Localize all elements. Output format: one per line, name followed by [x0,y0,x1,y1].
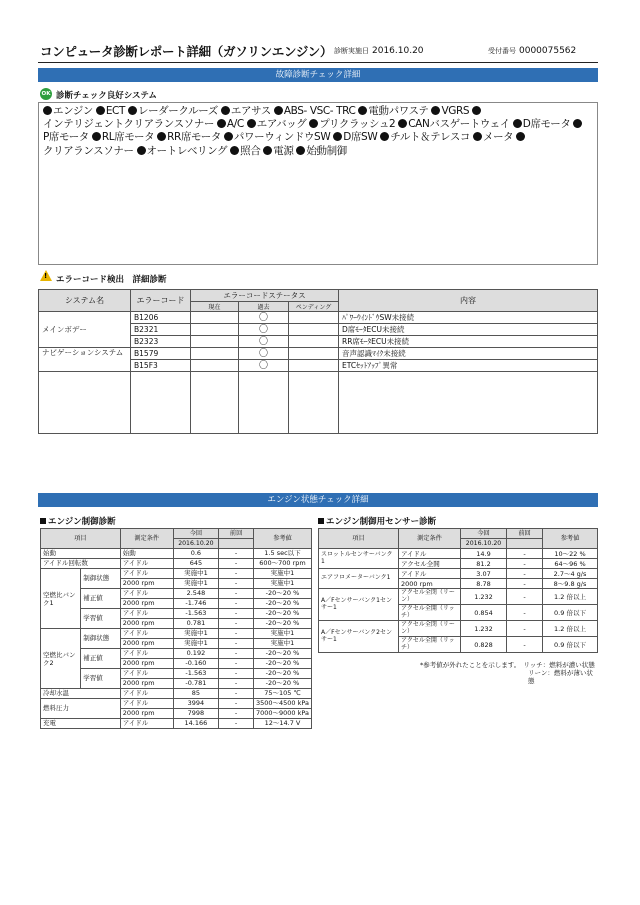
row-value: 実施中1 [173,579,219,589]
row-condition: アクセル全閉（リーン） [399,621,461,637]
ok-system-item [513,118,571,130]
col-date: 2016.10.20 [173,539,219,549]
row-prev: - [219,699,254,709]
status-past-mark: 〇 [239,348,289,360]
row-ref: -20〜20 % [253,649,311,659]
status-current [191,312,239,324]
bullet-dot-icon [137,146,146,155]
row-prev: - [219,619,254,629]
page-title: コンピュータ診断レポート詳細（ガソリンエンジン） [40,44,333,59]
bullet-dot-icon [358,106,367,115]
bullet-dot-icon [573,119,582,128]
ctrl-state-label: 制御状態 [81,629,121,649]
row-value: 85 [173,689,219,699]
fault-section-banner: 故障診断チェック詳細 [38,68,598,82]
status-current [191,336,239,348]
row-label: 始動 [41,549,121,559]
note-line-1: *参考値が外れたことを示します。 リッチ：燃料が濃い状態 [420,661,595,669]
row-ref: 64〜96 % [543,559,598,569]
row-value: 3994 [173,699,219,709]
bullet-dot-icon [309,119,318,128]
row-condition: アイドル [120,699,173,709]
row-condition: 2000 rpm [120,639,173,649]
bullet-dot-icon [380,132,389,141]
row-ref: 実施中1 [253,629,311,639]
ok-system-item [128,105,218,117]
sensor-title [318,515,436,527]
ok-system-label: クリアランスソナー [43,144,134,157]
header-status: エラーコードステータス [191,290,339,302]
table-row [41,719,312,729]
ok-system-item [230,145,260,157]
row-value: 645 [173,559,219,569]
row-ref: 0.9 倍以下 [543,637,598,653]
row-ref: -20〜20 % [253,599,311,609]
bullet-dot-icon [230,146,239,155]
ok-system-label: CANバスゲートウェイ [408,118,510,131]
row-value: -1.563 [173,669,219,679]
row-condition: アイドル [120,649,173,659]
af1-label: A／Fセンサーバンク1センサー1 [319,589,399,621]
bullet-dot-icon [128,106,137,115]
corr-label: 補正値 [81,649,121,669]
row-ref: 0.9 倍以下 [543,605,598,621]
bank2-label: 空燃比バンク2 [41,629,81,689]
row-value: 2.548 [173,589,219,599]
ok-system-label: RL席モータ [101,131,155,144]
col-date: 2016.10.20 [461,539,507,549]
row-condition: アイドル [399,549,461,559]
row-prev: - [507,621,543,637]
ok-system-label: メータ [482,131,514,144]
row-label: 燃料圧力 [41,699,121,719]
row-value: 実施中1 [173,569,219,579]
sensor-title-text: エンジン制御用センサー診断 [326,517,437,527]
row-label: 充電 [41,719,121,729]
row-prev: - [219,639,254,649]
row-value: 1.232 [461,621,507,637]
row-prev: - [507,579,543,589]
row-prev: - [507,637,543,653]
diagnosis-date [334,46,424,56]
receipt-number [488,46,576,56]
table-row [41,559,312,569]
error-code-table [38,289,598,434]
row-condition: 2000 rpm [120,679,173,689]
table-row [39,312,598,324]
error-table-header [39,290,598,302]
col-reference: 参考値 [253,529,311,549]
row-prev: - [507,589,543,605]
bank1-label: 空燃比バンク1 [41,569,81,629]
row-value: 3.07 [461,569,507,579]
ok-systems-box [38,102,598,265]
row-condition: アクセル全開（リッチ） [399,637,461,653]
status-pending [289,348,339,360]
ok-system-item [473,131,513,143]
row-ref: -20〜20 % [253,679,311,689]
engine-control-title-text: エンジン制御診断 [48,517,116,527]
error-content: 音声認識ﾏｲｸ未接続 [339,348,598,360]
status-past-mark: 〇 [239,324,289,336]
error-content: ﾊﾟﾜｰｳｲﾝﾄﾞｳSW未接続 [339,312,598,324]
bullet-dot-icon [157,132,166,141]
ok-system-label: エンジン [53,105,93,117]
ok-system-item [263,145,293,157]
row-condition: アイドル [399,569,461,579]
table-row [41,649,312,659]
bullet-dot-icon [274,106,283,115]
ok-system-item [247,118,307,130]
ok-system-item [309,118,395,130]
row-prev: - [219,549,254,559]
row-prev: - [219,569,254,579]
status-past-mark: 〇 [239,336,289,348]
error-code-title: エラーコード検出 詳細診断 [56,275,167,285]
ctrl-state-label: 制御状態 [81,569,121,589]
ok-system-item [296,145,346,157]
status-pending [289,312,339,324]
row-ref: 8〜9.8 g/s [543,579,598,589]
ok-system-item [43,105,93,117]
row-value: -1.563 [173,609,219,619]
header-content: 内容 [339,290,598,312]
row-prev: - [219,649,254,659]
ok-system-item [96,105,125,117]
table-row [41,669,312,679]
ok-system-label: インテリジェントクリアランスソナー [43,118,214,131]
ok-system-label: チルト＆テレスコ [390,131,471,144]
receipt-value: 0000075562 [519,46,577,56]
bullet-dot-icon [398,119,407,128]
row-ref: 75〜105 ℃ [253,689,311,699]
ok-system-label: D席モータ [522,118,571,131]
ok-system-label: 電源 [273,144,294,157]
receipt-label: 受付番号 [488,47,516,55]
row-ref: 実施中1 [253,639,311,649]
af2-label: A／Fセンサーバンク2センサー1 [319,621,399,653]
row-value: 0.192 [173,649,219,659]
table-row [41,699,312,709]
status-past-mark: 〇 [239,360,289,372]
row-prev: - [219,609,254,619]
row-condition: 2000 rpm [120,659,173,669]
ok-system-label: ABS- VSC- TRC [283,105,356,117]
col-current: 今回 [461,529,507,539]
row-condition: アイドル [120,559,173,569]
error-code: B15F3 [131,360,191,372]
square-bullet-icon [40,518,46,524]
col-item: 項目 [41,529,121,549]
bullet-dot-icon [472,106,481,115]
row-prev: - [219,589,254,599]
row-ref: 1.2 倍以上 [543,589,598,605]
row-value: -1.746 [173,599,219,609]
row-value: 81.2 [461,559,507,569]
row-prev: - [219,679,254,689]
table-row [319,569,598,579]
ok-system-item [274,105,356,117]
col-condition: 測定条件 [120,529,173,549]
row-label: 冷却水温 [41,689,121,699]
status-current [191,360,239,372]
ok-system-label: 始動制御 [306,144,347,157]
table-row [41,549,312,559]
row-condition: アイドル [120,689,173,699]
row-condition: アイドル [120,629,173,639]
ok-system-item [358,105,428,117]
bullet-dot-icon [221,106,230,115]
airflow-label: エアフロメーターバンク1 [319,569,399,589]
status-pending [289,360,339,372]
error-content: ETCｾｯﾄｱｯﾌﾟ異常 [339,360,598,372]
ok-system-item [333,131,377,143]
ok-system-item [157,131,221,143]
row-prev: - [219,559,254,569]
ok-system-label: プリクラッシュ2 [319,118,396,131]
error-code: B2323 [131,336,191,348]
row-condition: 2000 rpm [120,599,173,609]
row-value: 実施中1 [173,639,219,649]
row-prev: - [219,599,254,609]
row-ref: -20〜20 % [253,669,311,679]
header-code: エラーコード [131,290,191,312]
error-code: B1206 [131,312,191,324]
bullet-dot-icon [217,119,226,128]
note-line-2: リーン：燃料が薄い状態 [528,669,593,685]
ok-system-item [92,131,154,143]
sensor-table-header [319,529,598,539]
row-ref: 10〜22 % [543,549,598,559]
col-current: 今回 [173,529,219,539]
row-prev: - [219,579,254,589]
warning-icon [40,270,52,281]
ok-system-item [398,118,510,130]
row-ref: 1.2 倍以上 [543,621,598,637]
row-condition: アイドル [120,589,173,599]
bullet-dot-icon [43,106,52,115]
row-ref: 12〜14.7 V [253,719,311,729]
header-system: システム名 [39,290,131,312]
bullet-dot-icon [473,132,482,141]
table-row [41,629,312,639]
header-past: 過去 [239,302,289,312]
row-ref: 2.7〜4 g/s [543,569,598,579]
row-condition: 2000 rpm [120,579,173,589]
error-code: B2321 [131,324,191,336]
col-item: 項目 [319,529,399,549]
row-value: 0.6 [173,549,219,559]
bullet-dot-icon [247,119,256,128]
table-row [319,589,598,605]
ok-system-label: パワーウィンドウSW [233,131,331,144]
ok-systems-list [43,105,593,158]
ok-system-label: オートレベリング [146,144,228,157]
row-value: 0.781 [173,619,219,629]
row-condition: 2000 rpm [399,579,461,589]
ok-system-item [137,145,228,157]
ok-system-label: 照合 [240,144,261,157]
col-condition: 測定条件 [399,529,461,549]
status-past-mark: 〇 [239,312,289,324]
engine-section-banner: エンジン状態チェック詳細 [38,493,598,507]
learn-label: 学習値 [81,609,121,629]
bullet-dot-icon [224,132,233,141]
learn-label: 学習値 [81,669,121,689]
row-condition: 2000 rpm [120,709,173,719]
bullet-dot-icon [96,106,105,115]
warning-mark: ! [44,272,48,280]
ok-systems-title: 診断チェック良好システム [56,91,157,101]
bullet-dot-icon [431,106,440,115]
row-prev: - [507,549,543,559]
row-ref: 600〜700 rpm [253,559,311,569]
table-row [41,589,312,599]
row-ref: 3500〜4500 kPa [253,699,311,709]
error-content: RR席ﾓｰﾀECU未接続 [339,336,598,348]
ok-system-label: レーダークルーズ [137,105,218,117]
row-condition: アイドル [120,609,173,619]
table-row [39,348,598,360]
status-pending [289,324,339,336]
row-ref: 7000〜9000 kPa [253,709,311,719]
bullet-dot-icon [333,132,342,141]
date-value: 2016.10.20 [372,46,424,56]
ok-system-item [217,118,244,130]
row-condition: アイドル [120,669,173,679]
square-bullet-icon [318,518,324,524]
bullet-dot-icon [92,132,101,141]
row-prev: - [507,605,543,621]
system-name: メインボデー [39,312,131,348]
table-row [41,569,312,579]
col-reference: 参考値 [543,529,598,549]
bullet-dot-icon [296,146,305,155]
status-current [191,324,239,336]
row-prev: - [219,629,254,639]
row-value: 実施中1 [173,629,219,639]
row-condition: 2000 rpm [120,619,173,629]
row-prev: - [219,709,254,719]
header-pending: ペンディング [289,302,339,312]
row-ref: -20〜20 % [253,619,311,629]
ok-system-item [431,105,469,117]
row-ref: 1.5 sec以下 [253,549,311,559]
ok-system-label: エアバッグ [256,118,307,131]
bullet-dot-icon [263,146,272,155]
row-prev: - [219,689,254,699]
ok-system-label: A/C [226,118,244,131]
row-value: -0.160 [173,659,219,669]
ok-system-label: RR席モータ [167,131,221,144]
col-previous: 前回 [219,529,254,539]
row-value: 1.232 [461,589,507,605]
col-previous: 前回 [507,529,543,539]
row-value: 0.854 [461,605,507,621]
ok-system-label: P席モータ [43,131,89,144]
row-condition: アイドル [120,719,173,729]
date-label: 診断実施日 [334,47,369,55]
ok-system-label: 電動パワステ [368,105,429,117]
status-current [191,348,239,360]
row-prev: - [507,569,543,579]
engine-table-header [41,529,312,539]
row-condition: アイドル [120,569,173,579]
bullet-dot-icon [516,132,525,141]
row-ref: 実施中1 [253,579,311,589]
row-condition: アクセル全閉（リーン） [399,589,461,605]
row-condition: アクセル全開（リッチ） [399,605,461,621]
row-prev: - [507,559,543,569]
header-current: 現在 [191,302,239,312]
row-prev: - [219,669,254,679]
ok-icon: OK [40,88,52,100]
reference-note [420,661,596,685]
ok-system-label: VGRS [441,105,470,117]
throttle-label: スロットルセンサーバンク1 [319,549,399,569]
row-prev: - [219,659,254,669]
bullet-dot-icon [513,119,522,128]
row-ref: -20〜20 % [253,589,311,599]
row-prev: - [219,719,254,729]
row-label: アイドル回転数 [41,559,121,569]
row-ref: -20〜20 % [253,609,311,619]
row-value: 8.78 [461,579,507,589]
title-divider [38,62,598,63]
status-pending [289,336,339,348]
error-code: B1579 [131,348,191,360]
ok-system-item [380,131,470,143]
ok-system-label: エアサス [230,105,271,117]
sensor-table [318,528,598,653]
error-content: D席ﾓｰﾀECU未接続 [339,324,598,336]
corr-label: 補正値 [81,589,121,609]
ok-system-label: ECT [105,105,126,117]
table-row [41,609,312,619]
ok-system-label: D席SW [343,131,378,144]
blank-row [39,372,598,434]
row-value: 14.166 [173,719,219,729]
row-ref: 実施中1 [253,569,311,579]
engine-control-table [40,528,312,729]
row-ref: -20〜20 % [253,659,311,669]
ok-system-item [221,105,271,117]
row-value: -0.781 [173,679,219,689]
row-condition: 始動 [120,549,173,559]
row-value: 0.828 [461,637,507,653]
row-value: 7998 [173,709,219,719]
ok-system-item [224,131,330,143]
row-value: 14.9 [461,549,507,559]
row-condition: アクセル全開 [399,559,461,569]
system-name: ナビゲーションシステム [39,348,131,372]
engine-control-title [40,515,116,527]
table-row [319,549,598,559]
table-row [41,689,312,699]
table-row [319,621,598,637]
